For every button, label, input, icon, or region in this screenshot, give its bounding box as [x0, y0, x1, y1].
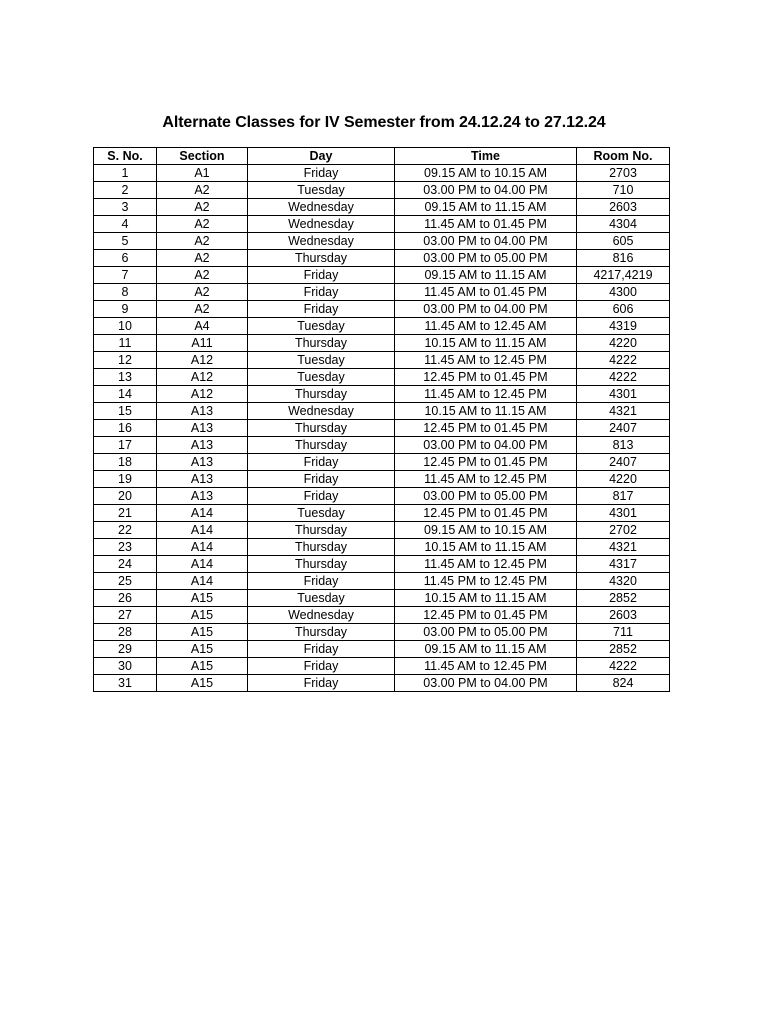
- cell-serial-number: 20: [94, 488, 157, 505]
- cell-serial-number: 24: [94, 556, 157, 573]
- cell-day: Tuesday: [248, 352, 395, 369]
- cell-room-number: 605: [577, 233, 670, 250]
- cell-serial-number: 10: [94, 318, 157, 335]
- table-row: [94, 267, 670, 284]
- table-row: [94, 675, 670, 692]
- cell-day: Friday: [248, 573, 395, 590]
- cell-room-number: 4319: [577, 318, 670, 335]
- cell-section: A15: [157, 658, 248, 675]
- cell-day: Friday: [248, 675, 395, 692]
- cell-day: Thursday: [248, 539, 395, 556]
- table-row: [94, 556, 670, 573]
- cell-time: 12.45 PM to 01.45 PM: [395, 607, 577, 624]
- cell-day: Tuesday: [248, 505, 395, 522]
- cell-day: Friday: [248, 658, 395, 675]
- table-row: [94, 335, 670, 352]
- cell-serial-number: 6: [94, 250, 157, 267]
- cell-room-number: 824: [577, 675, 670, 692]
- table-row: [94, 301, 670, 318]
- table-row: [94, 216, 670, 233]
- cell-day: Thursday: [248, 556, 395, 573]
- cell-section: A14: [157, 556, 248, 573]
- cell-day: Thursday: [248, 437, 395, 454]
- cell-serial-number: 19: [94, 471, 157, 488]
- cell-serial-number: 31: [94, 675, 157, 692]
- cell-time: 11.45 AM to 12.45 PM: [395, 556, 577, 573]
- cell-day: Thursday: [248, 420, 395, 437]
- cell-serial-number: 25: [94, 573, 157, 590]
- cell-time: 12.45 PM to 01.45 PM: [395, 420, 577, 437]
- table-row: [94, 573, 670, 590]
- table-row: [94, 522, 670, 539]
- cell-time: 03.00 PM to 05.00 PM: [395, 488, 577, 505]
- cell-room-number: 2603: [577, 607, 670, 624]
- cell-day: Friday: [248, 454, 395, 471]
- cell-section: A2: [157, 216, 248, 233]
- cell-room-number: 2703: [577, 165, 670, 182]
- cell-serial-number: 14: [94, 386, 157, 403]
- cell-room-number: 2702: [577, 522, 670, 539]
- cell-section: A2: [157, 199, 248, 216]
- cell-section: A15: [157, 624, 248, 641]
- table-row: [94, 420, 670, 437]
- cell-section: A15: [157, 607, 248, 624]
- cell-time: 11.45 AM to 01.45 PM: [395, 216, 577, 233]
- table-row: [94, 590, 670, 607]
- table-row: [94, 233, 670, 250]
- cell-day: Wednesday: [248, 403, 395, 420]
- cell-time: 12.45 PM to 01.45 PM: [395, 454, 577, 471]
- table-row: [94, 250, 670, 267]
- cell-room-number: 4222: [577, 658, 670, 675]
- cell-section: A12: [157, 386, 248, 403]
- cell-time: 09.15 AM to 11.15 AM: [395, 267, 577, 284]
- table-row: [94, 471, 670, 488]
- cell-serial-number: 13: [94, 369, 157, 386]
- cell-day: Friday: [248, 267, 395, 284]
- cell-time: 11.45 PM to 12.45 PM: [395, 573, 577, 590]
- header-section: Section: [157, 148, 248, 165]
- cell-room-number: 2603: [577, 199, 670, 216]
- cell-section: A13: [157, 454, 248, 471]
- cell-day: Thursday: [248, 335, 395, 352]
- cell-serial-number: 18: [94, 454, 157, 471]
- cell-time: 10.15 AM to 11.15 AM: [395, 403, 577, 420]
- cell-room-number: 4301: [577, 386, 670, 403]
- cell-time: 03.00 PM to 04.00 PM: [395, 233, 577, 250]
- cell-serial-number: 21: [94, 505, 157, 522]
- cell-section: A13: [157, 471, 248, 488]
- cell-section: A2: [157, 182, 248, 199]
- cell-day: Wednesday: [248, 607, 395, 624]
- table-row: [94, 641, 670, 658]
- cell-room-number: 4321: [577, 539, 670, 556]
- cell-section: A2: [157, 267, 248, 284]
- schedule-table: [93, 147, 670, 692]
- cell-serial-number: 22: [94, 522, 157, 539]
- cell-room-number: 4301: [577, 505, 670, 522]
- table-row: [94, 658, 670, 675]
- cell-time: 03.00 PM to 04.00 PM: [395, 301, 577, 318]
- header-time: Time: [395, 148, 577, 165]
- cell-day: Tuesday: [248, 590, 395, 607]
- cell-serial-number: 4: [94, 216, 157, 233]
- cell-section: A13: [157, 403, 248, 420]
- cell-section: A12: [157, 369, 248, 386]
- cell-day: Friday: [248, 641, 395, 658]
- table-row: [94, 199, 670, 216]
- table-row: [94, 403, 670, 420]
- cell-serial-number: 17: [94, 437, 157, 454]
- cell-section: A12: [157, 352, 248, 369]
- table-row: [94, 437, 670, 454]
- header-serial-number: S. No.: [94, 148, 157, 165]
- cell-section: A1: [157, 165, 248, 182]
- cell-time: 12.45 PM to 01.45 PM: [395, 369, 577, 386]
- cell-serial-number: 16: [94, 420, 157, 437]
- cell-time: 10.15 AM to 11.15 AM: [395, 590, 577, 607]
- cell-room-number: 2407: [577, 454, 670, 471]
- header-room-number: Room No.: [577, 148, 670, 165]
- cell-room-number: 4317: [577, 556, 670, 573]
- header-day: Day: [248, 148, 395, 165]
- table-row: [94, 607, 670, 624]
- cell-room-number: 606: [577, 301, 670, 318]
- cell-serial-number: 11: [94, 335, 157, 352]
- cell-serial-number: 23: [94, 539, 157, 556]
- cell-serial-number: 8: [94, 284, 157, 301]
- cell-day: Friday: [248, 284, 395, 301]
- table-row: [94, 454, 670, 471]
- table-body: [94, 165, 670, 692]
- cell-room-number: 2407: [577, 420, 670, 437]
- cell-room-number: 4217,4219: [577, 267, 670, 284]
- cell-section: A15: [157, 590, 248, 607]
- cell-day: Friday: [248, 165, 395, 182]
- cell-room-number: 4304: [577, 216, 670, 233]
- cell-section: A15: [157, 675, 248, 692]
- cell-room-number: 4222: [577, 369, 670, 386]
- cell-room-number: 4222: [577, 352, 670, 369]
- cell-serial-number: 15: [94, 403, 157, 420]
- cell-serial-number: 26: [94, 590, 157, 607]
- cell-serial-number: 3: [94, 199, 157, 216]
- cell-time: 03.00 PM to 05.00 PM: [395, 624, 577, 641]
- cell-day: Tuesday: [248, 318, 395, 335]
- cell-day: Tuesday: [248, 369, 395, 386]
- cell-day: Wednesday: [248, 199, 395, 216]
- page-title: Alternate Classes for IV Semester from 24.12.24 to 27.12.24: [162, 114, 606, 131]
- table-row: [94, 318, 670, 335]
- cell-serial-number: 2: [94, 182, 157, 199]
- cell-day: Wednesday: [248, 233, 395, 250]
- cell-time: 11.45 AM to 12.45 PM: [395, 471, 577, 488]
- cell-room-number: 4321: [577, 403, 670, 420]
- cell-day: Friday: [248, 488, 395, 505]
- cell-time: 11.45 AM to 12.45 PM: [395, 658, 577, 675]
- cell-time: 11.45 AM to 12.45 PM: [395, 386, 577, 403]
- table-row: [94, 488, 670, 505]
- cell-section: A13: [157, 488, 248, 505]
- cell-time: 09.15 AM to 10.15 AM: [395, 165, 577, 182]
- table-row: [94, 539, 670, 556]
- cell-day: Wednesday: [248, 216, 395, 233]
- cell-time: 11.45 AM to 12.45 PM: [395, 352, 577, 369]
- cell-section: A2: [157, 301, 248, 318]
- cell-serial-number: 28: [94, 624, 157, 641]
- cell-serial-number: 12: [94, 352, 157, 369]
- table-row: [94, 386, 670, 403]
- cell-room-number: 813: [577, 437, 670, 454]
- cell-room-number: 816: [577, 250, 670, 267]
- table-row: [94, 284, 670, 301]
- cell-time: 11.45 AM to 12.45 AM: [395, 318, 577, 335]
- cell-room-number: 710: [577, 182, 670, 199]
- cell-room-number: 4320: [577, 573, 670, 590]
- cell-serial-number: 27: [94, 607, 157, 624]
- cell-day: Friday: [248, 301, 395, 318]
- cell-serial-number: 7: [94, 267, 157, 284]
- cell-section: A14: [157, 573, 248, 590]
- cell-section: A11: [157, 335, 248, 352]
- cell-serial-number: 9: [94, 301, 157, 318]
- cell-room-number: 4300: [577, 284, 670, 301]
- cell-day: Thursday: [248, 522, 395, 539]
- cell-section: A4: [157, 318, 248, 335]
- cell-time: 03.00 PM to 05.00 PM: [395, 250, 577, 267]
- cell-section: A15: [157, 641, 248, 658]
- cell-section: A13: [157, 437, 248, 454]
- table-row: [94, 369, 670, 386]
- cell-day: Tuesday: [248, 182, 395, 199]
- cell-section: A2: [157, 250, 248, 267]
- cell-time: 09.15 AM to 11.15 AM: [395, 199, 577, 216]
- cell-section: A2: [157, 233, 248, 250]
- cell-time: 03.00 PM to 04.00 PM: [395, 675, 577, 692]
- cell-section: A14: [157, 505, 248, 522]
- cell-time: 03.00 PM to 04.00 PM: [395, 437, 577, 454]
- cell-room-number: 711: [577, 624, 670, 641]
- table-row: [94, 182, 670, 199]
- cell-room-number: 4220: [577, 471, 670, 488]
- cell-section: A14: [157, 522, 248, 539]
- cell-room-number: 4220: [577, 335, 670, 352]
- cell-serial-number: 1: [94, 165, 157, 182]
- table-row: [94, 352, 670, 369]
- table-row: [94, 624, 670, 641]
- cell-day: Thursday: [248, 386, 395, 403]
- cell-serial-number: 30: [94, 658, 157, 675]
- cell-time: 09.15 AM to 10.15 AM: [395, 522, 577, 539]
- cell-day: Thursday: [248, 624, 395, 641]
- cell-section: A13: [157, 420, 248, 437]
- cell-day: Thursday: [248, 250, 395, 267]
- cell-day: Friday: [248, 471, 395, 488]
- cell-serial-number: 29: [94, 641, 157, 658]
- cell-time: 09.15 AM to 11.15 AM: [395, 641, 577, 658]
- cell-room-number: 2852: [577, 641, 670, 658]
- table-row: [94, 165, 670, 182]
- table-header-row: [94, 148, 670, 165]
- cell-serial-number: 5: [94, 233, 157, 250]
- cell-time: 03.00 PM to 04.00 PM: [395, 182, 577, 199]
- cell-room-number: 2852: [577, 590, 670, 607]
- cell-section: A2: [157, 284, 248, 301]
- cell-time: 11.45 AM to 01.45 PM: [395, 284, 577, 301]
- cell-section: A14: [157, 539, 248, 556]
- cell-time: 10.15 AM to 11.15 AM: [395, 539, 577, 556]
- cell-time: 10.15 AM to 11.15 AM: [395, 335, 577, 352]
- cell-room-number: 817: [577, 488, 670, 505]
- cell-time: 12.45 PM to 01.45 PM: [395, 505, 577, 522]
- table-row: [94, 505, 670, 522]
